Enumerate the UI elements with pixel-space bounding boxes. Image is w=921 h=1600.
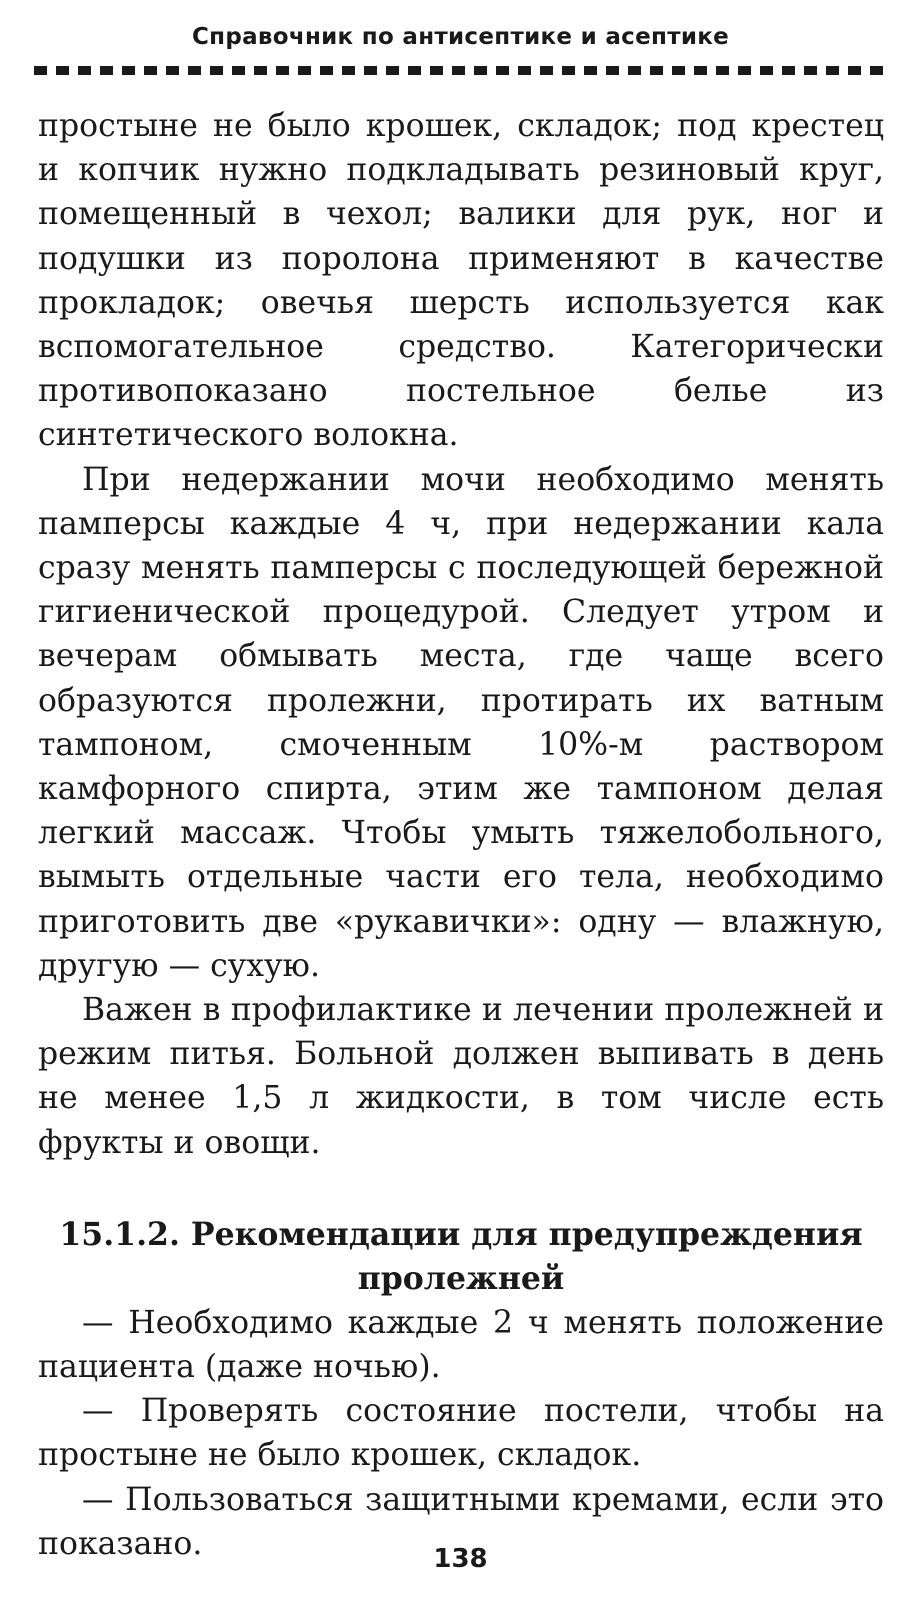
page-number: 138 bbox=[433, 1544, 488, 1574]
list-item: — Проверять состояние постели, чтобы на простыне не было крошек, складок. bbox=[38, 1393, 884, 1474]
list-item: — Пользоваться защитными кремами, если это показано. bbox=[38, 1481, 884, 1562]
paragraph-incontinence: При недержании мочи необходимо менять памперсы каждые 4 ч, при недержании кала сразу менять памперсы с последующей бережной гигиенической процедурой. Следует утром и вечерам обмывать места, где чаще всего образуются пролежни, протирать их ватным тампоном, смоченным 10%-м раствором камфорного спирта, этим же тампоном делая легкий массаж. Чтобы умыть тяжелобольного, вымыть отдельные части его тела, необходимо приготовить две «рукавички»: одну — влажную, другую — сухую. bbox=[38, 461, 884, 984]
section-heading-line-2: пролежней bbox=[357, 1259, 565, 1297]
page-body bbox=[38, 104, 884, 1566]
list-item: — Необходимо каждые 2 ч менять положение пациента (даже ночью). bbox=[38, 1304, 884, 1386]
paragraph-continued: простыне не было крошек, складок; под крестец и копчик нужно подкладывать резиновый круг, помещенный в чехол; валики для рук, ног и подушки из поролона применяют в качестве прокладок; овечья шерсть используется как вспомогательное средство. Категорически противопоказано постельное белье из синтетического волокна. bbox=[38, 108, 884, 454]
section-heading-line-1: 15.1.2. Рекомендации для предупреждения bbox=[59, 1215, 863, 1253]
running-title: Справочник по антисептике и асептике bbox=[191, 24, 730, 50]
section-heading bbox=[38, 1213, 884, 1301]
header-dotted-rule bbox=[34, 66, 886, 75]
paragraph-drinking: Важен в профилактике и лечении пролежней и режим питья. Больной должен выпивать в день не менее 1,5 л жидкости, в том числе есть фрукты и овощи. bbox=[38, 992, 884, 1161]
